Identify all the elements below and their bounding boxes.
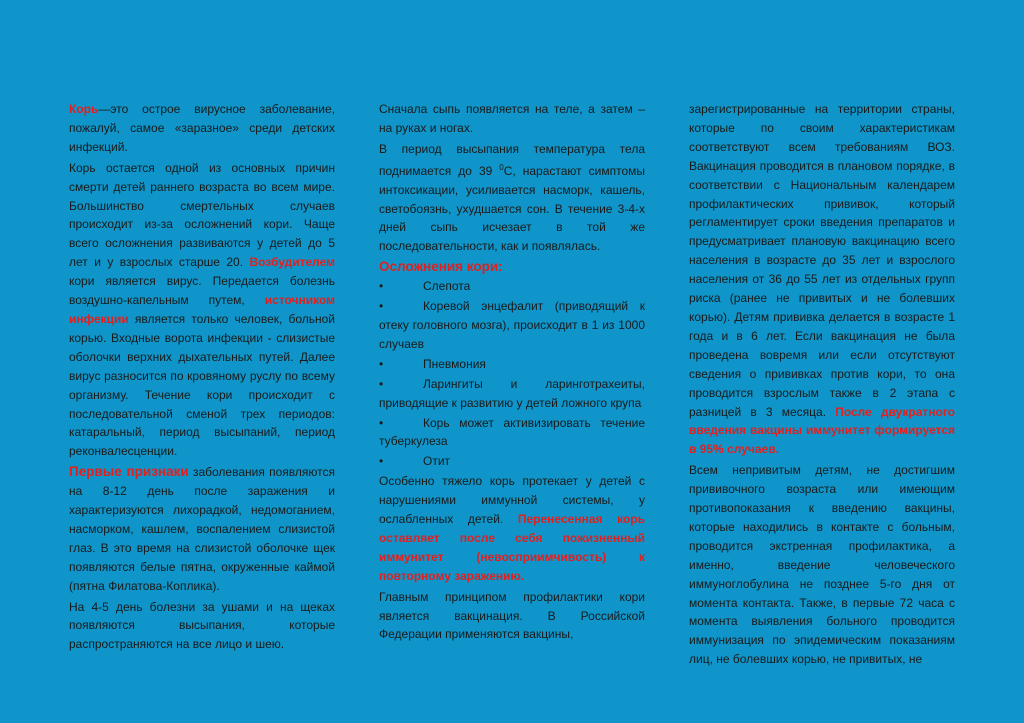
overview-text-c: кори является вирус. Передается болезнь воздушно-капельным путем, [69,274,335,308]
complication-item [379,375,645,413]
vaccination-text: зарегистрированные на территории страны, которые по своим характеристикам соответствуют всем требованиям ВОЗ. Вакцинация проводится в плановом порядке, в соответствии с Национальным календарем профилактических прививок, который регламентирует сроки введения препаратов и предусматривает плановую вакцинацию всего населения в возрасте до 35 лет и взрослого населения от 36 до 55 лет из отдельных групп риска (ранее не привитых и не болевших корью). Детям прививка делается в возрасте 1 года и в 6 лет. Если вакцинация не была проведена вовремя или если отсутствуют сведения о прививках против кори, то она проводится взрослым также в 2 этапа с разницей в 3 месяца. [689,102,955,419]
complication-item [379,452,645,471]
column-3 [689,100,955,669]
heading-complications: Осложнения кори: [379,259,503,275]
first-signs-text: заболевания появляются на 8-12 день после заражения и характеризуются лихорадкой, недомоганием, насморком, кашлем, воспалением слизистой глаз. В это время на слизистой оболочке щек появляются белые пятна, окруженные каймой (пятна Филатова-Коплика). [69,465,335,593]
column-1 [69,100,335,654]
paragraph-temperature [379,140,645,256]
bullet-icon: • [379,356,384,371]
paragraph-emergency-prophylaxis: Всем непривитым детям, не достигшим прививочного возраста или имеющим противопоказания к введению вакцины, которые находились в контакте с больным, проводится экстренная профилактика, а именно, введение человеческого иммуноглобулина не позднее 5-го дня от момента контакта. Также, в первые 72 часа с момента выявления больного проводится иммунизация по эпидемическим показаниям лиц, не болевших корью, не привитых, не [689,463,955,667]
complication-text: Корь может активизировать течение туберкулеза [379,415,645,449]
paragraph-rash: На 4-5 день болезни за ушами и на щеках появляются высыпания, которые распространяются на все лицо и шею. [69,599,335,652]
complication-item [379,355,645,374]
complications-list [379,277,645,471]
term-infection-source: источником инфекции [69,293,335,326]
definition-text: —это острое вирусное заболевание, пожалуй, самое «заразное» среди детских инфекций. [69,102,335,154]
overview-text-e: является только человек, больной корью. Входные ворота инфекции - слизистые оболочки верхних дыхательных путей. Далее вирус разносится по кровяному руслу по всему организму. Течение кори происходит с последовательной сменой трех периодов: катаральный, период высыпаний, период реконвалесценции. [69,311,335,459]
complication-item [379,277,645,296]
bullet-icon: • [379,415,384,430]
temperature-text-b: С, нарастают симптомы интоксикации, усиливается насморк, кашель, светобоязнь, ухудшается сон. В течение 3-4-х дней сыпь исчезает в той же последовательности, как и появлялась. [379,163,646,254]
complication-text: Ларингиты и ларинготрахеиты, приводящие к развитию у детей ложного крупа [379,376,645,410]
paragraph-first-signs [69,463,335,595]
complication-text: Пневмония [423,356,486,371]
complication-text: Слепота [423,279,471,294]
bullet-icon: • [379,279,384,294]
vaccination-highlight: После двукратного введения вакцины иммунитет формируется в 95% случаев. [689,404,955,457]
bullet-icon: • [379,376,384,391]
paragraph-immunity [379,472,645,585]
overview-text-a: Корь остается одной из основных причин смерти детей раннего возраста во всем мире. Большинство смертельных случаев происходит из-за осложнений кори. Чаще всего осложнения развиваются у детей до 5 лет и у взрослых старше 20. [69,160,335,270]
bullet-icon: • [379,454,384,469]
complication-item [379,297,645,354]
bullet-icon: • [379,299,384,314]
complication-text: Коревой энцефалит (приводящий к отеку головного мозга), происходит в 1 из 1000 случаев [379,299,645,351]
paragraph-overview [69,159,335,462]
term-measles: Корь [69,102,99,116]
temperature-text-a: В период высыпания температура тела поднимается до 39 [379,141,645,178]
heading-first-signs: Первые признаки [69,464,189,480]
degree-superscript: 0 [499,162,504,172]
paragraph-vaccination [689,100,955,459]
complication-text: Отит [423,454,451,469]
complication-item [379,414,645,452]
immunity-highlight: Перенесенная корь оставляет после себя пожизненный иммунитет (невосприимчивость) к повторному заражению. [379,512,645,583]
term-pathogen: Возбудителем [249,255,335,270]
column-2 [379,100,645,644]
paragraph-definition [69,100,335,157]
paragraph-prevention: Главным принципом профилактики кори является вакцинация. В Российской Федерации применяются вакцины, [379,589,645,642]
immunity-text-a: Особенно тяжело корь протекает у детей с нарушениями иммунной системы, у ослабленных детей. [379,474,645,527]
paragraph-rash-spread: Сначала сыпь появляется на теле, а затем – на руках и ногах. [379,102,645,135]
